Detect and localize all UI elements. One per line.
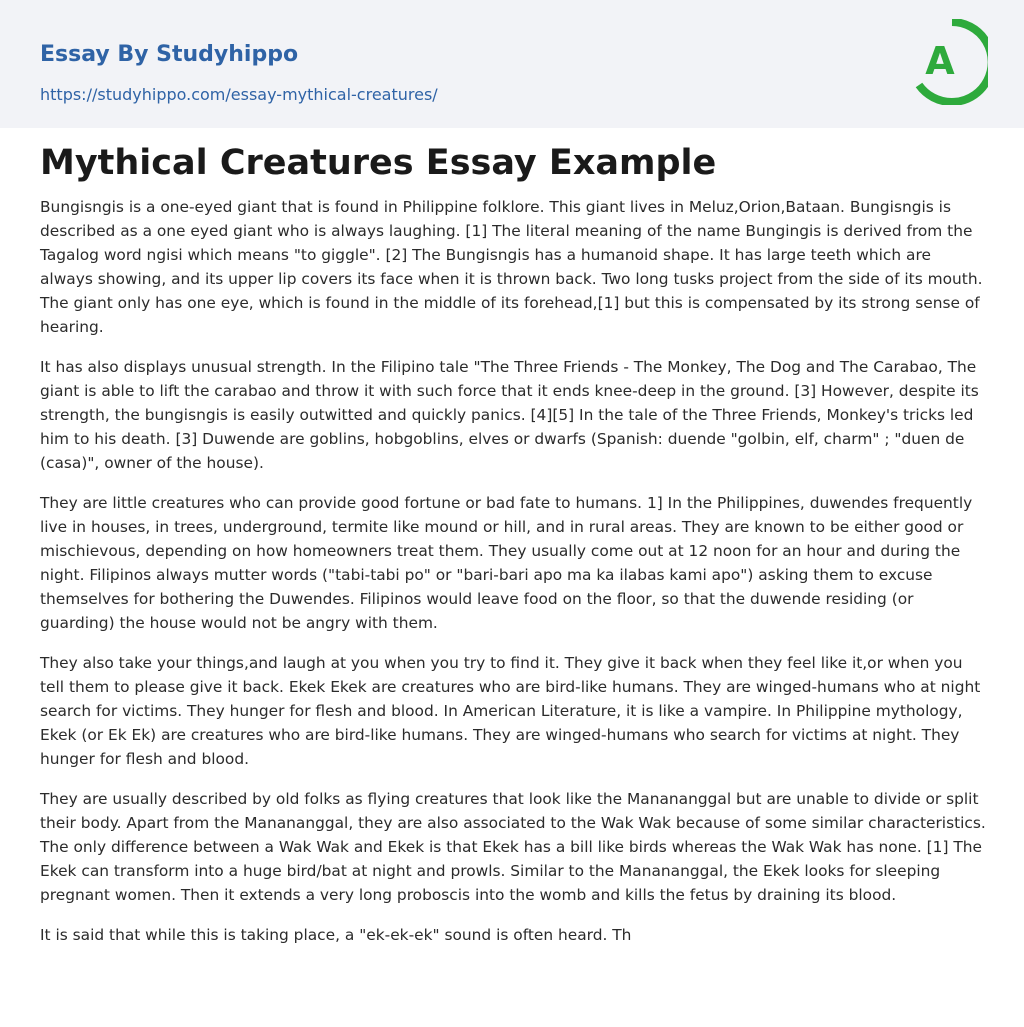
page-title: Mythical Creatures Essay Example <box>40 143 717 183</box>
site-brand[interactable]: Essay By Studyhippo <box>40 42 299 67</box>
article-paragraph: Bungisngis is a one-eyed giant that is found in Philippine folklore. This giant lives in Meluz,Orion,Bataan. Bungisngis is described as a one eyed giant who is always laughing. [1] The literal meaning of the name Bungingis is derived from the Tagalog word ngisi which means "to giggle". [2] The Bungisngis has a humanoid shape. It has large teeth which are always showing, and its upper lip covers its face when it is thrown back. Two long tusks project from the side of its mouth. The giant only has one eye, which is found in the middle of its forehead,[1] but this is compensated by its strong sense of hearing. <box>40 198 983 336</box>
article-body <box>40 195 986 963</box>
article-paragraph: They are usually described by old folks as flying creatures that look like the Manananggal but are unable to divide or split their body. Apart from the Manananggal, they are also associated to the Wak Wak because of some similar characteristics. The only difference between a Wak Wak and Ekek is that Ekek has a bill like birds whereas the Wak Wak has none. [1] The Ekek can transform into a huge bird/bat at night and prowls. Similar to the Manananggal, the Ekek looks for sleeping pregnant women. Then it extends a very long proboscis into the womb and kills the fetus by draining its blood. <box>40 790 986 904</box>
article-paragraph: They also take your things,and laugh at you when you try to find it. They give it back when they feel like it,or when you tell them to please give it back. Ekek Ekek are creatures who are bird-like humans. They are winged-humans who at night search for victims. They hunger for flesh and blood. In American Literature, it is like a vampire. In Philippine mythology, Ekek (or Ek Ek) are creatures who are bird-like humans. They are winged-humans who search for victims at night. They hunger for flesh and blood. <box>40 654 981 768</box>
circle-a-logo-icon[interactable] <box>912 19 988 105</box>
article-paragraph: It is said that while this is taking place, a "ek-ek-ek" sound is often heard. Th <box>40 926 632 944</box>
site-header <box>0 0 1024 128</box>
logo-letter: A <box>925 39 955 83</box>
page-url-link[interactable]: https://studyhippo.com/essay-mythical-creatures/ <box>40 85 438 104</box>
article-paragraph: It has also displays unusual strength. In the Filipino tale "The Three Friends - The Monkey, The Dog and The Carabao, The giant is able to lift the carabao and throw it with such force that it ends knee-deep in the ground. [3] However, despite its strength, the bungisngis is easily outwitted and quickly panics. [4][5] In the tale of the Three Friends, Monkey's tricks led him to his death. [3] Duwende are goblins, hobgoblins, elves or dwarfs (Spanish: duende "golbin, elf, charm" ; "duen de (casa)", owner of the house). <box>40 358 979 472</box>
article-paragraph: They are little creatures who can provide good fortune or bad fate to humans. 1] In the Philippines, duwendes frequently live in houses, in trees, underground, termite like mound or hill, and in rural areas. They are known to be either good or mischievous, depending on how homeowners treat them. They usually come out at 12 noon for an hour and during the night. Filipinos always mutter words ("tabi-tabi po" or "bari-bari apo ma ka ilabas kami apo") asking them to excuse themselves for bothering the Duwendes. Filipinos would leave food on the floor, so that the duwende residing (or guarding) the house would not be angry with them. <box>40 494 973 632</box>
